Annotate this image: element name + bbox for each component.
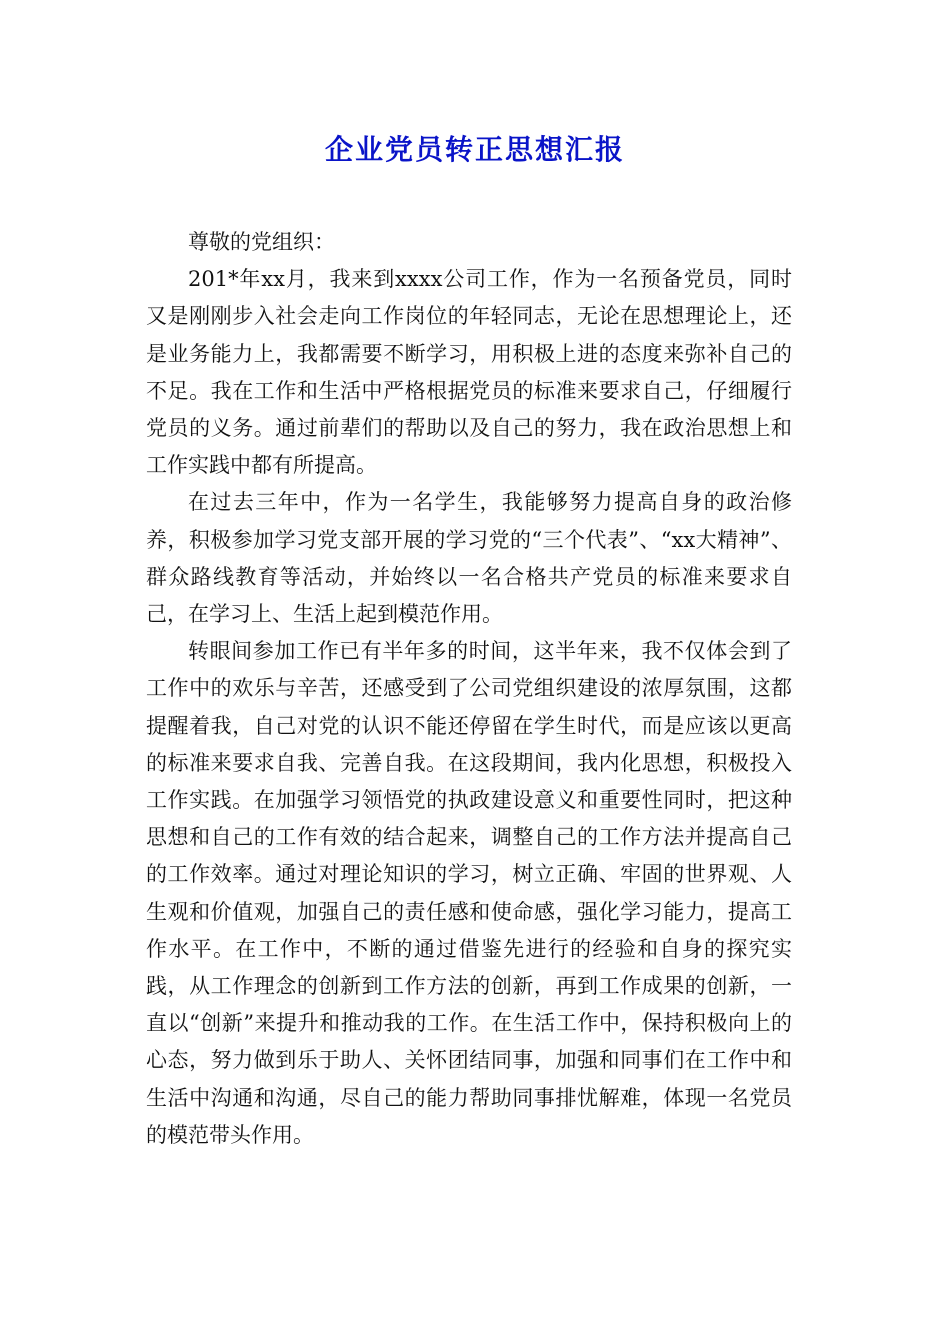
paragraph-2: 在过去三年中，作为一名学生，我能够努力提高自身的政治修养，积极参加学习党支部开展的学习党的“三个代表”、“xx大精神”、群众路线教育等活动，并始终以一名合格共产党员的标准来要求自己，在学习上、生活上起到模范作用。 (146, 490, 792, 627)
salutation: 尊敬的党组织： (188, 230, 335, 254)
paragraph-3: 转眼间参加工作已有半年多的时间，这半年来，我不仅体会到了工作中的欢乐与辛苦，还感受到了公司党组织建设的浓厚氛围，这都提醒着我，自己对党的认识不能还停留在学生时代，而是应该以更高的标准来要求自我、完善自我。在这段期间，我内化思想，积极投入工作实践。在加强学习领悟党的执政建设意义和重要性同时，把这种思想和自己的工作有效的结合起来，调整自己的工作方法并提高自己的工作效率。通过对理论知识的学习，树立正确、牢固的世界观、人生观和价值观，加强自己的责任感和使命感，强化学习能力，提高工作水平。在工作中，不断的通过借鉴先进行的经验和自身的探究实践，从工作理念的创新到工作方法的创新，再到工作成果的创新，一直以“创新”来提升和推动我的工作。在生活工作中，保持积极向上的心态，努力做到乐于助人、关怀团结同事，加强和同事们在工作中和生活中沟通和沟通，尽自己的能力帮助同事排忧解难，体现一名党员的模范带头作用。 (146, 639, 792, 1147)
document-title: 企业党员转正思想汇报 (324, 133, 625, 166)
paragraph-1: 201*年xx月，我来到xxxx公司工作，作为一名预备党员，同时又是刚刚步入社会走向工作岗位的年轻同志，无论在思想理论上，还是业务能力上，我都需要不断学习，用积极上进的态度来弥补自己的不足。我在工作和生活中严格根据党员的标准来要求自己，仔细履行党员的义务。通过前辈们的帮助以及自己的努力，我在政治思想上和工作实践中都有所提高。 (146, 267, 792, 478)
document-body (146, 224, 792, 1154)
